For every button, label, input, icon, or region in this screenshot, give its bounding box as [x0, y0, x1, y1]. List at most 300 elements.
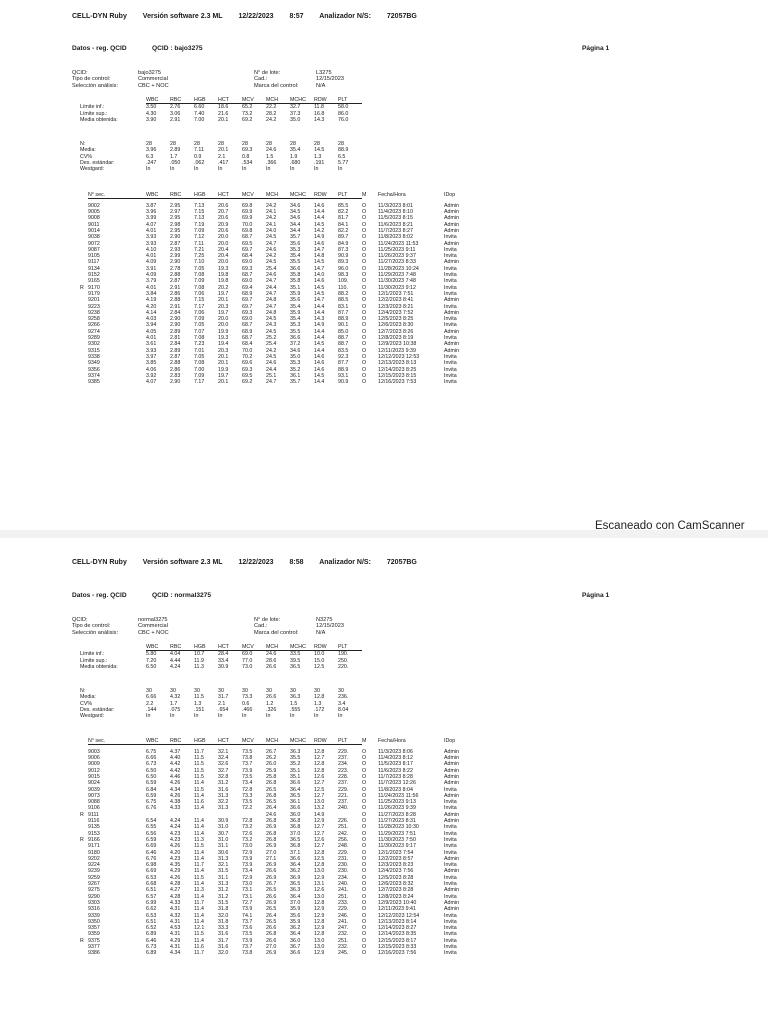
sequence-number: 9111 — [88, 811, 99, 818]
rdw: 12.5 — [314, 786, 325, 793]
row-value: 2.1 — [218, 700, 226, 707]
runs-header: PLT — [338, 192, 362, 199]
plt: 245. — [338, 950, 349, 957]
operator-id: Invita — [444, 862, 457, 869]
rbc: 2.87 — [170, 353, 181, 360]
row-value: In — [338, 166, 343, 173]
date-time: 12/1/2023 7:54 — [378, 849, 414, 856]
wbc: 3.99 — [146, 215, 157, 222]
row-value: 6.3 — [146, 153, 154, 160]
hct: 20.2 — [218, 284, 229, 291]
mode: O — [362, 824, 367, 831]
runs-header: RBC — [170, 738, 194, 745]
hct: 32.7 — [218, 767, 229, 774]
rdw: 12.7 — [314, 792, 325, 799]
date-time: 11/3/2023 8:01 — [378, 202, 413, 209]
rdw: 14.6 — [314, 353, 325, 360]
row-value: 0.8 — [242, 153, 250, 160]
mcv: 73.0 — [242, 881, 253, 888]
mcv: 69.6 — [242, 360, 253, 367]
rbc: 4.23 — [170, 830, 181, 837]
info-value: N/A — [316, 629, 326, 636]
row-value: 36.5 — [290, 663, 301, 670]
plt: 85.5 — [338, 202, 349, 209]
row-value: In — [338, 713, 343, 720]
mode: O — [362, 234, 367, 241]
rdw: 12.9 — [314, 818, 325, 825]
mch: 24.5 — [266, 316, 277, 323]
analyzer-label: Analizador N/S: — [319, 559, 371, 566]
plt: 90.9 — [338, 379, 349, 386]
operator-id: Invita — [444, 322, 457, 329]
row-value: 33.5 — [290, 651, 301, 658]
mode: O — [362, 767, 367, 774]
date-time: 12/13/2023 8:13 — [378, 360, 417, 367]
mcv: 70.2 — [242, 353, 253, 360]
rdw: 13.0 — [314, 868, 325, 875]
mchc: 35.3 — [290, 322, 301, 329]
param-header: RBC — [170, 644, 194, 651]
sequence-number: 9238 — [88, 309, 100, 316]
wbc: 6.57 — [146, 893, 157, 900]
hgb: 11.4 — [194, 792, 204, 799]
mchc: 36.5 — [290, 881, 301, 888]
operator-id: Invita — [444, 786, 457, 793]
rbc: 2.88 — [170, 360, 181, 367]
row-value: 28 — [194, 141, 200, 147]
hgb: 11.4 — [194, 937, 204, 944]
rbc: 4.33 — [170, 805, 181, 812]
plt: 87.3 — [338, 246, 349, 253]
hgb: 11.4 — [194, 780, 204, 787]
mcv: 68.4 — [242, 253, 253, 260]
row-value: 1.7 — [170, 153, 178, 160]
hct: 20.4 — [218, 253, 229, 260]
hct: 20.0 — [218, 322, 229, 329]
row-label: Westgard: — [80, 713, 105, 720]
mch: 26.4 — [266, 912, 277, 919]
info-value: N/A — [316, 82, 326, 89]
date-time: 11/8/2023 8:04 — [378, 786, 413, 793]
operator-id: Admin — [444, 755, 460, 762]
rdw: 13.0 — [314, 799, 325, 806]
plt: 109. — [338, 278, 349, 285]
mcv: 73.5 — [242, 773, 253, 780]
mch: 26.0 — [266, 761, 277, 768]
plt: 241. — [338, 887, 349, 894]
mode: O — [362, 366, 367, 373]
wbc: 6.99 — [146, 899, 157, 906]
row-value: 11.8 — [314, 104, 324, 111]
hgb: 11.5 — [194, 773, 204, 780]
rbc: 4.42 — [170, 767, 181, 774]
row-value: 5.77 — [338, 159, 349, 166]
report-date: 12/22/2023 — [238, 559, 274, 566]
mcv: 69.3 — [242, 265, 253, 272]
runs-header: IDop — [444, 738, 456, 745]
mode: O — [362, 227, 367, 234]
hgb: 11.4 — [194, 881, 204, 888]
report-time: 8:58 — [289, 559, 304, 566]
info-value: Commercial — [138, 623, 168, 630]
sequence-number: 9377 — [88, 944, 100, 950]
hct: 30.9 — [218, 818, 229, 825]
row-value: 69.0 — [242, 651, 253, 658]
plt: 84.9 — [338, 240, 349, 247]
rdw: 14.6 — [314, 360, 325, 367]
mchc: 36.2 — [290, 868, 301, 875]
sequence-number: 9117 — [88, 259, 100, 266]
row-value: 30 — [338, 688, 344, 694]
row-value: 7.40 — [194, 110, 205, 117]
operator-id: Admin — [444, 297, 460, 304]
hgb: 7.09 — [194, 372, 205, 379]
mode: O — [362, 862, 367, 869]
date-time: 11/7/2023 8:28 — [378, 773, 413, 780]
plt: 251. — [338, 893, 349, 900]
mch: 26.6 — [266, 893, 277, 900]
runs-header: HGB — [194, 738, 218, 745]
row-value: 10.0 — [314, 651, 325, 658]
runs-header: Fecha/Hora — [378, 192, 406, 199]
operator-id: Invita — [444, 353, 457, 360]
info-key: QCID: — [72, 70, 88, 76]
param-header-row — [80, 644, 362, 651]
runs-table — [80, 192, 474, 385]
hct: 19.8 — [218, 272, 229, 279]
row-value: In — [218, 713, 223, 720]
runs-header: RDW — [314, 738, 338, 745]
report-time: 8:57 — [289, 13, 304, 20]
mch: 26.9 — [266, 843, 277, 850]
row-value: 1.2 — [266, 700, 274, 707]
rdw: 14.4 — [314, 209, 325, 216]
row-label: Media obtenida: — [80, 663, 118, 670]
mch: 26.8 — [266, 931, 277, 938]
runs-header: HCT — [218, 192, 242, 199]
row-value: 32.7 — [290, 104, 301, 111]
param-header: PLT — [338, 644, 362, 651]
runs-header: MCH — [266, 192, 290, 199]
wbc: 6.55 — [146, 824, 157, 831]
mch: 24.2 — [266, 253, 277, 260]
date-time: 11/25/2023 9:11 — [378, 246, 416, 253]
hgb: 11.4 — [194, 912, 204, 919]
rerun-flag — [80, 379, 88, 385]
wbc: 6.53 — [146, 912, 157, 919]
mch: 26.8 — [266, 830, 277, 837]
mchc: 37.1 — [290, 849, 301, 856]
hgb: 11.5 — [194, 767, 204, 774]
mch: 26.9 — [266, 824, 277, 831]
info-value: normal3275 — [138, 617, 168, 623]
mode: O — [362, 792, 367, 799]
rbc: 4.26 — [170, 843, 181, 850]
mchc: 35.9 — [290, 309, 301, 316]
hgb: 7.09 — [194, 227, 205, 234]
runs-header: WBC — [146, 192, 170, 199]
sequence-number: 9350 — [88, 918, 100, 925]
mchc: 36.4 — [290, 893, 301, 900]
report-header — [72, 13, 431, 20]
mch: 26.5 — [266, 887, 277, 894]
date-time: 12/12/2023 12:53 — [378, 353, 420, 360]
hct: 31.1 — [218, 843, 229, 850]
mode: O — [362, 786, 367, 793]
mode: O — [362, 322, 367, 329]
row-value: 5.80 — [146, 651, 157, 658]
mcv: 69.4 — [242, 284, 253, 291]
wbc: 3.94 — [146, 322, 157, 329]
report-header — [72, 559, 431, 566]
mode: O — [362, 830, 367, 837]
mcv: 73.3 — [242, 792, 253, 799]
rbc: 2.86 — [170, 290, 181, 297]
runs-header: M — [362, 738, 367, 745]
runs-header: MCV — [242, 192, 266, 199]
hct: 32.2 — [218, 799, 229, 806]
row-value: 73.0 — [242, 663, 253, 670]
mcv: 69.0 — [242, 278, 253, 285]
sequence-number: 9152 — [88, 272, 100, 279]
sequence-number: 9073 — [88, 792, 100, 799]
date-time: 12/5/2023 8:25 — [378, 316, 414, 323]
mode: O — [362, 906, 367, 913]
control-info-right — [254, 70, 344, 89]
page-number: Página 1 — [582, 45, 610, 52]
rbc: 4.26 — [170, 792, 181, 799]
sequence-number: 9224 — [88, 862, 100, 869]
row-value: .062 — [194, 159, 205, 166]
mode: O — [362, 811, 367, 818]
hgb: 12.1 — [194, 925, 205, 932]
param-header: WBC — [146, 97, 170, 104]
runs-header-row — [80, 192, 474, 199]
rdw: 14.5 — [314, 290, 325, 297]
mcv: 69.5 — [242, 240, 253, 247]
row-value: .144 — [146, 706, 157, 713]
mch: 26.5 — [266, 799, 277, 806]
row-value: 20.1 — [218, 147, 229, 154]
sequence-number: 9008 — [88, 215, 100, 222]
hgb: 7.13 — [194, 202, 205, 209]
sequence-number: 9003 — [88, 748, 100, 755]
row-value: 2.91 — [170, 116, 181, 123]
hgb: 11.7 — [194, 862, 204, 869]
rdw: 14.4 — [314, 347, 325, 354]
mcv: 68.4 — [242, 341, 253, 348]
date-time: 11/29/2023 7:48 — [378, 272, 416, 279]
hct: 31.3 — [218, 792, 229, 799]
wbc: 3.91 — [146, 265, 157, 272]
mch: 26.9 — [266, 874, 277, 881]
mchc: 34.5 — [290, 209, 301, 216]
mchc: 36.8 — [290, 824, 301, 831]
rdw: 12.9 — [314, 912, 325, 919]
mchc: 35.4 — [290, 316, 301, 323]
date-time: 12/14/2023 8:35 — [378, 931, 417, 938]
rdw: 14.3 — [314, 316, 325, 323]
mode: O — [362, 874, 367, 881]
mchc: 36.1 — [290, 372, 301, 379]
mchc: 36.5 — [290, 836, 301, 843]
mchc: 36.0 — [290, 811, 301, 818]
wbc: 4.05 — [146, 328, 157, 335]
operator-id: Invita — [444, 824, 457, 831]
flag-header — [80, 192, 88, 199]
rdw: 12.8 — [314, 761, 325, 768]
sequence-number: 9339 — [88, 912, 100, 919]
date-time: 11/26/2023 9:37 — [378, 253, 416, 260]
row-value: 4.30 — [146, 110, 157, 117]
sequence-number: 9303 — [88, 899, 100, 906]
mch: 24.7 — [266, 379, 277, 386]
plt: 229. — [338, 906, 349, 913]
operator-id: Admin — [444, 855, 460, 862]
operator-id: Invita — [444, 366, 457, 373]
date-time: 12/13/2023 8:14 — [378, 918, 417, 925]
hct: 20.6 — [218, 227, 229, 234]
mchc: 36.8 — [290, 818, 301, 825]
row-label: CV% — [80, 153, 93, 160]
mode: O — [362, 328, 367, 335]
row-value: 1.3 — [314, 700, 322, 707]
row-value: .151 — [194, 706, 205, 713]
mcv: 69.5 — [242, 372, 253, 379]
rdw: 12.9 — [314, 906, 325, 913]
rdw: 12.7 — [314, 755, 325, 762]
mchc: 35.6 — [290, 240, 301, 247]
plt: 88.9 — [338, 316, 349, 323]
rdw: 12.9 — [314, 874, 325, 881]
row-value: 236. — [338, 694, 349, 701]
row-label: Des. estándar: — [80, 159, 115, 166]
wbc: 3.96 — [146, 209, 157, 216]
sequence-number: 9171 — [88, 843, 100, 850]
rdw: 13.2 — [314, 805, 325, 812]
mch: 25.1 — [266, 372, 277, 379]
row-value: 16.8 — [314, 110, 325, 117]
mode: O — [362, 805, 367, 812]
mode: O — [362, 925, 367, 932]
row-value: 77.0 — [242, 657, 253, 664]
plt: 88.7 — [338, 341, 349, 348]
mchc: 36.6 — [290, 950, 301, 957]
operator-id: Admin — [444, 748, 460, 755]
hgb: 7.09 — [194, 316, 205, 323]
plt: 90.9 — [338, 253, 349, 260]
hct: 20.9 — [218, 221, 229, 228]
hgb: 11.4 — [194, 805, 204, 812]
hgb: 7.15 — [194, 209, 205, 216]
rbc: 4.40 — [170, 755, 181, 762]
mchc: 35.6 — [290, 912, 301, 919]
rdw: 12.8 — [314, 767, 325, 774]
rbc: 2.86 — [170, 366, 181, 373]
rdw: 14.5 — [314, 221, 325, 228]
mode: O — [362, 303, 367, 310]
rbc: 4.34 — [170, 786, 181, 793]
mode: O — [362, 335, 367, 342]
hct: 20.6 — [218, 215, 229, 222]
rdw: 12.8 — [314, 748, 325, 755]
mch: 26.4 — [266, 805, 277, 812]
operator-id: Invita — [444, 278, 457, 285]
rbc: 4.31 — [170, 906, 181, 913]
mchc: 34.6 — [290, 347, 301, 354]
wbc: 6.76 — [146, 805, 157, 812]
plt: 223. — [338, 767, 349, 774]
mode: O — [362, 341, 367, 348]
plt: 87.7 — [338, 360, 349, 367]
mchc: 34.6 — [290, 215, 301, 222]
sequence-number: 9105 — [88, 253, 100, 260]
rbc: 4.29 — [170, 868, 181, 875]
hct: 19.8 — [218, 278, 229, 285]
sequence-number: 9290 — [88, 893, 100, 900]
mcv: 69.7 — [242, 246, 253, 253]
wbc: 6.46 — [146, 937, 157, 944]
mch: 24.5 — [266, 328, 277, 335]
mcv: 73.0 — [242, 843, 253, 850]
plt: 83.5 — [338, 347, 349, 354]
rdw: 14.9 — [314, 234, 325, 241]
mchc: 36.1 — [290, 799, 301, 806]
row-value: 28 — [314, 141, 320, 147]
operator-id: Admin — [444, 906, 460, 913]
hgb: 7.08 — [194, 335, 205, 342]
runs-header: MCHC — [290, 192, 314, 199]
rbc: 4.31 — [170, 944, 181, 950]
mode: O — [362, 246, 367, 253]
plt: 237. — [338, 780, 349, 787]
mch: 25.4 — [266, 265, 277, 272]
mode: O — [362, 372, 367, 379]
mch: 24.2 — [266, 347, 277, 354]
hgb: 7.07 — [194, 328, 205, 335]
operator-id: Invita — [444, 316, 457, 323]
mch: 24.3 — [266, 322, 277, 329]
mch: 27.1 — [266, 855, 277, 862]
mchc: 37.0 — [290, 899, 301, 906]
row-value: 30 — [290, 688, 296, 694]
mcv: 73.8 — [242, 950, 253, 957]
runs-header: MCHC — [290, 738, 314, 745]
sequence-number: 9289 — [88, 335, 100, 342]
plt: 248. — [338, 843, 349, 850]
wbc: 6.56 — [146, 830, 157, 837]
row-value: 28 — [338, 141, 344, 147]
row-value: 7.11 — [194, 147, 204, 154]
mode: O — [362, 272, 367, 279]
hgb: 11.5 — [194, 786, 204, 793]
plt: 89.7 — [338, 234, 349, 241]
runs-header: N° sec. — [88, 192, 146, 199]
hgb: 7.17 — [194, 303, 205, 310]
mchc: 35.5 — [290, 328, 301, 335]
mchc: 35.3 — [290, 360, 301, 367]
sequence-number: 9223 — [88, 303, 100, 310]
mchc: 36.8 — [290, 843, 301, 850]
date-time: 12/12/2023 12:54 — [378, 912, 420, 919]
operator-id: Invita — [444, 944, 457, 950]
hgb: 7.21 — [194, 246, 205, 253]
wbc: 6.59 — [146, 836, 157, 843]
row-value: 8.04 — [338, 706, 349, 713]
wbc: 6.75 — [146, 799, 157, 806]
hgb: 11.4 — [194, 849, 204, 856]
row-value: 3.96 — [146, 147, 157, 154]
